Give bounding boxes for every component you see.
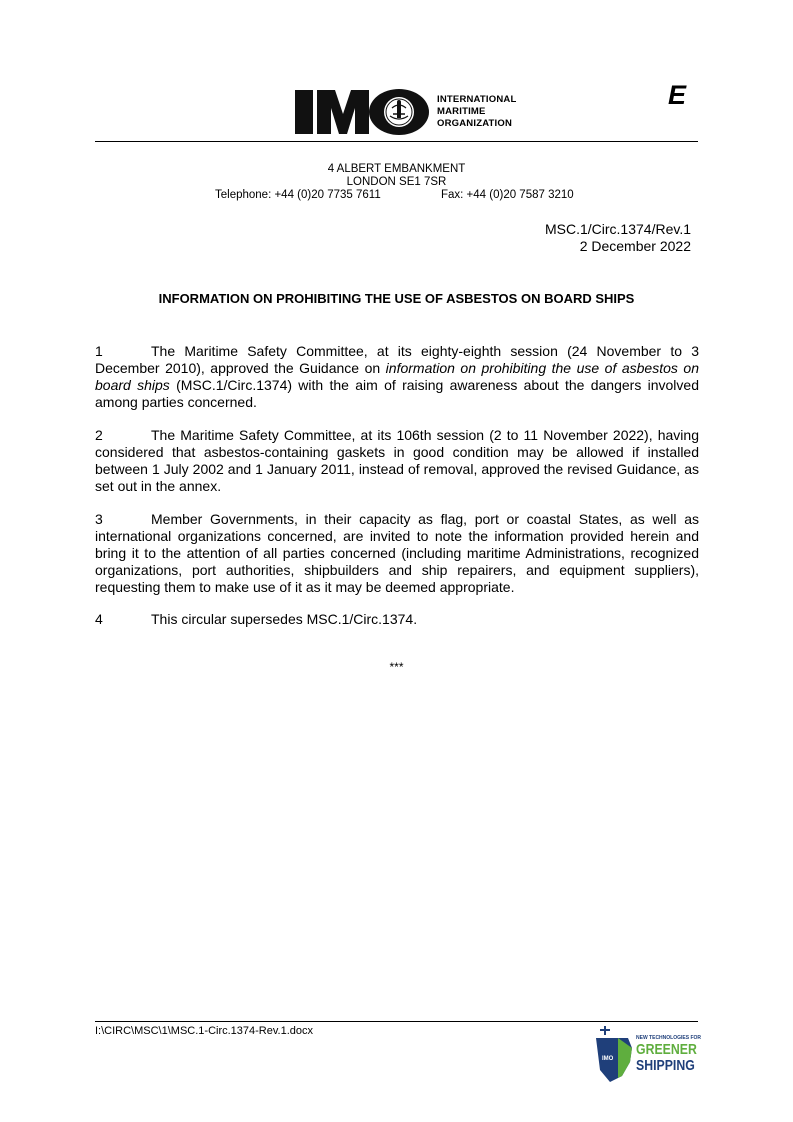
- paragraph-text-continued: (MSC.1/Circ.1374) with the aim of raising awareness about the dangers involved among parties concerned.: [95, 377, 699, 410]
- org-line-2: MARITIME: [437, 106, 486, 117]
- imo-logo-mark: [293, 88, 433, 138]
- document-reference: MSC.1/Circ.1374/Rev.1: [544, 221, 691, 237]
- org-line-1: INTERNATIONAL: [437, 94, 517, 105]
- document-date: 2 December 2022: [579, 238, 691, 254]
- file-path: I:\CIRC\MSC\1\MSC.1-Circ.1374-Rev.1.docx: [95, 1025, 314, 1037]
- badge-tagline: NEW TECHNOLOGIES FOR: [636, 1035, 701, 1041]
- section-separator: ***: [389, 660, 404, 674]
- paragraph-1: [95, 343, 699, 411]
- paragraph-text: The Maritime Safety Committee, at its eighty-eighth session (24 November to 3 December 2010), approved the Guidance on: [95, 343, 699, 376]
- address-line-1: 4 ALBERT EMBANKMENT: [327, 163, 466, 175]
- guidance-title: information on prohibiting the use of asbestos on board ships: [95, 360, 699, 393]
- paragraph-2: [95, 427, 699, 495]
- paragraph-number: 2: [95, 427, 103, 443]
- paragraph-4: [95, 611, 699, 628]
- paragraph-number: 3: [95, 511, 103, 527]
- paragraph-text: This circular supersedes MSC.1/Circ.1374.: [151, 611, 418, 627]
- paragraph-number: 1: [95, 343, 103, 359]
- paragraph-3: [95, 511, 699, 596]
- paragraph-text: The Maritime Safety Committee, at its 106th session (2 to 11 November 2022), having considered that asbestos-containing gaskets in good condition may be allowed if installed between 1 July 2002 and 1 January 2011, instead of removal, approved the revised Guidance, as set out in the annex.: [95, 427, 699, 494]
- telephone: Telephone: +44 (0)20 7735 7611: [215, 189, 381, 201]
- greener-shipping-badge: [592, 1026, 702, 1084]
- badge-ship-label: IMO: [602, 1056, 614, 1062]
- header-divider: [95, 141, 698, 142]
- badge-shipping: SHIPPING: [636, 1057, 695, 1074]
- fax: Fax: +44 (0)20 7587 3210: [441, 189, 574, 201]
- footer-divider: [95, 1021, 698, 1022]
- address-line-2: LONDON SE1 7SR: [346, 176, 447, 188]
- org-line-3: ORGANIZATION: [437, 118, 513, 129]
- document-title: INFORMATION ON PROHIBITING THE USE OF ASBESTOS ON BOARD SHIPS: [158, 291, 635, 306]
- imo-logo: [293, 88, 533, 138]
- badge-greener: GREENER: [636, 1041, 697, 1058]
- organization-name: [437, 94, 516, 130]
- language-code: E: [668, 80, 687, 110]
- paragraph-text: Member Governments, in their capacity as flag, port or coastal States, as well as international organizations concerned, are invited to note the information provided herein and bring it to the attention of all parties concerned (including maritime Administrations, recognized organizations, port authorities, shipbuilders and ship repairers, and equipment suppliers), requesting them to make use of it as it may be deemed appropriate.: [95, 511, 699, 595]
- paragraph-number: 4: [95, 611, 103, 627]
